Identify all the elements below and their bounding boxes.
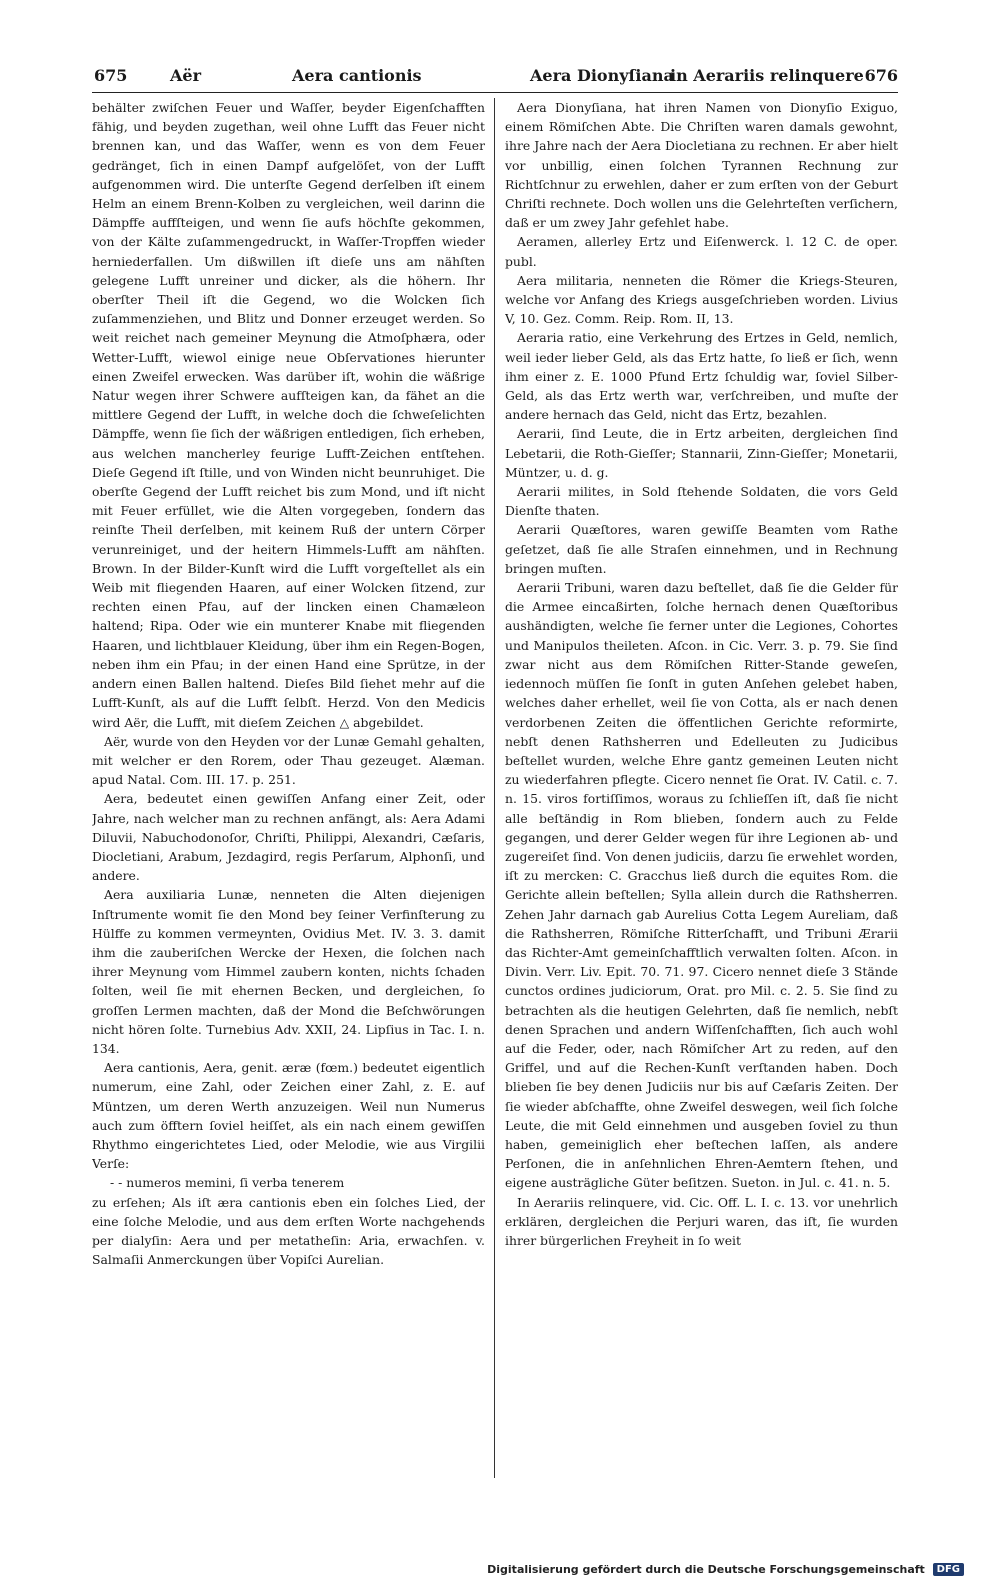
page-number-left: 675 (94, 66, 128, 85)
entry-paragraph: Aera Dionyſiana, hat ihren Namen von Dionyſio Exiguo, einem Römiſchen Abte. Die Chriſten waren damals gewohnt, ihre Jahre nach der Aera Diocletiana zu rechnen. Er aber hielt vor unbillig, einen ſolchen Tyrannen Rechnung zur Richtſchnur zu erwehlen, daher er zum erſten von der Geburt Chriſti rechnete. Doch wollen uns die Gelehrteſten verſichern, daß er um zwey Jahr gefehlet habe. (505, 100, 898, 231)
entry-continuation: zu erſehen; Als iſt æra cantionis eben ein ſolches Lied, der eine ſolche Melodie, und aus dem erſten Worte nachgehends per dialyſin: Aera und per metatheſin: Aria, erwachſen. v. Salmaſii Anmerckungen über Vopiſci Aurelian. (92, 1194, 485, 1268)
catchword-right-1: Aera Dionyſiana (530, 66, 674, 85)
catchword-left-2: Aera cantionis (292, 66, 422, 85)
verse-quote: - - numeros memini, ſi verba tenerem (110, 1175, 345, 1191)
entry-paragraph: Aerarii Quæſtores, waren gewiſſe Beamten vom Rathe geſetzet, daß ſie alle Straſen einnehmen, und in Rechnung bringen muſten. (505, 522, 898, 576)
column-divider (494, 98, 495, 1478)
dfg-logo: DFG (933, 1563, 964, 1576)
entry-paragraph: Aeramen, allerley Ertz und Eiſenwerck. l. 12 C. de oper. publ. (505, 234, 898, 269)
left-column (92, 98, 485, 1482)
credit-text: Digitalisierung gefördert durch die Deutsche Forschungsgemeinschaft (487, 1562, 925, 1576)
entry-paragraph: In Aerariis relinquere, vid. Cic. Off. L. I. c. 13. vor unehrlich erklären, dergleichen die Perjuri waren, das iſt, ſie wurden ihrer bürgerlichen Freyheit in ſo weit (505, 1194, 898, 1248)
catchword-left-1: Aër (170, 66, 202, 85)
entry-paragraph: Aeraria ratio, eine Verkehrung des Ertzes in Geld, nemlich, weil ieder lieber Geld, als das Ertz hatte, ſo ließ er ſich, wenn ihm einer z. E. 1000 Pfund Ertz ſchuldig war, ſoviel Silber-Geld, als das Ertz werth war, verſchreiben, und muſte der andere hernach das Geld, nicht das Ertz, bezahlen. (505, 330, 898, 423)
running-header (92, 62, 898, 92)
catchword-right-2: in Aerariis relinquere (670, 66, 864, 85)
entry-paragraph: Aera, bedeutet einen gewiſſen Anfang einer Zeit, oder Jahre, nach welcher man zu rechnen anfängt, als: Aera Adami Diluvii, Nabuchodonoſor, Chriſti, Philippi, Alexandri, Cæſaris, Diocletiani, Arabum, Jezdagird, regis Perſarum, Alphonſi, und andere. (92, 791, 485, 884)
entry-paragraph: Aerarii Tribuni, waren dazu beſtellet, daß ſie die Gelder für die Armee eincaßirten, ſolche hernach denen Quæſtoribus aushändigten, welche ſie ferner unter die Legiones, Cohortes und Manipulos theileten. Aſcon. in Cic. Verr. 3. p. 79. Sie ſind zwar nicht aus dem Römiſchen Ritter-Stande geweſen, iedennoch müſſen ſie ſonſt in guten Anſehen gelebet haben, welches daher erhellet, weil ſie von Cotta, als er nach denen verdorbenen Zeiten die öffentlichen Gerichte reformirte, nebſt denen Rathsherren und Edelleuten zu Judicibus beſtellet wurden, welche Ehre gantz gemeinen Leuten nicht zu wiederfahren pflegte. Cicero nennet ſie Orat. IV. Catil. c. 7. n. 15. viros fortiſſimos, woraus zu ſchlieſſen iſt, daß ſie nicht alle beſtändig in Rom blieben, ſondern auch zu Felde gegangen, und derer Gelder wegen für ihre Legionen ab- und zugereiſet ſind. Von denen judiciis, darzu ſie erwehlet worden, iſt zu mercken: C. Gracchus ließ durch die equites Rom. die Gerichte allein beſtellen; Sylla allein durch die Rathsherren. Zehen Jahr darnach gab Aurelius Cotta Legem Aureliam, daß die Rathsherren, Römiſche Ritterſchafft, und Tribuni Ærarii das Richter-Amt gemeinſchafftlich verwalten ſolten. Aſcon. in Divin. Verr. Liv. Epit. 70. 71. 97. Cicero nennet dieſe 3 Stände cunctos ordines judiciorum, Orat. pro Mil. c. 2. 5. Sie ſind zu betrachten als die heutigen Gelehrten, daß ſie nemlich, nebſt denen Sprachen und andern Wiſſenſchafften, ſich auch wohl auf die Feder, oder, nach Römiſcher Art zu reden, auf den Griffel, und auf die Rechen-Kunſt verſtanden haben. Doch blieben ſie bey denen Judiciis nur bis auf Cæſaris Zeiten. Der ſie wieder abſchaffte, ohne Zweifel deswegen, weil ſich ſolche Leute, die mit Geld einnehmen und ausgeben ſoviel zu thun haben, gemeiniglich eher beſtechen laſſen, als andere Perſonen, die in anſehnlichen Ehren-Aemtern ſtehen, und eigene austrägliche Güter beſitzen. Sueton. in Jul. c. 41. n. 5. (505, 580, 898, 1191)
right-column (505, 98, 898, 1482)
entry-paragraph: behälter zwiſchen Feuer und Waſſer, beyder Eigenſchafften fähig, und beyden zugethan, weil ohne Lufft das Feuer nicht brennen kan, und das Waſſer, wenn es von dem Feuer gedränget, ſich in einen Dampf aufgelöſet, von der Lufft aufgenommen wird. Die unterſte Gegend derſelben iſt einem Helm an einem Brenn-Kolben zu vergleichen, weil darinn die Dämpffe auffſteigen, und wenn ſie aufs höchſte gekommen, von der Kälte zuſammengedruckt, in Waſſer-Tropffen wieder herniederfallen. Um dißwillen iſt dieſe uns am nähſten gelegene Lufft unreiner und dicker, als die höhern. Ihr oberſter Theil iſt die Gegend, wo die Wolcken ſich zuſammenziehen, und Blitz und Donner erzeuget werden. So weit reichet nach gemeiner Meynung die Atmoſphæra, oder Wetter-Lufft, wiewol einige neue Obſervationes hierunter einen Zweifel erwecken. Was darüber iſt, wohin die wäßrige Natur wegen ihrer Schwere aufſteigen kan, da fähet an die mittlere Gegend der Lufft, in welche doch die ſchweſelichten Dämpffe, wenn ſie ſich der wäßrigen entledigen, ſich erheben, aus welchen mancherley feurige Lufft-Zeichen entſtehen. Dieſe Gegend iſt ſtille, und von Winden nicht beunruhiget. Die oberſte Gegend der Lufft reichet bis zum Mond, und iſt nicht mit Feuer erfüllet, wie die Alten vorgegeben, ſondern das reinſte Theil derſelben, mit keinem Ruß der untern Cörper verunreiniget, und der heitern Himmels-Lufft am nähſten. Brown. In der Bilder-Kunſt wird die Lufft vorgeſtellet als ein Weib mit fliegenden Haaren, auf einer Wolcken ſitzend, zur rechten einen Pfau, auf der lincken einen Chamæleon haltend; Ripa. Oder wie ein munterer Knabe mit fliegenden Haaren, und lichtblauer Kleidung, über ihm ein Regen-Bogen, neben ihm ein Pfau; in der einen Hand eine Sprütze, in der andern einen Ballen haltend. Dieſes Bild ſiehet mehr auf die Lufft-Kunſt, als auf die Lufft ſelbſt. Herzd. Von den Medicis wird Aër, die Lufft, mit dieſem Zeichen △ abgebildet. (92, 100, 485, 730)
dictionary-page (92, 62, 898, 1482)
digitization-credit (487, 1563, 964, 1577)
entry-paragraph: Aera militaria, nenneten die Römer die Kriegs-Steuren, welche vor Anfang des Kriegs ausgeſchrieben worden. Livius V, 10. Gez. Comm. Reip. Rom. II, 13. (505, 272, 898, 327)
header-rule (92, 92, 898, 93)
entry-paragraph: Aerarii, ſind Leute, die in Ertz arbeiten, dergleichen ſind Lebetarii, die Roth-Gieſſer; Stannarii, Zinn-Gieſſer; Monetarii, Müntzer, u. d. g. (505, 426, 898, 480)
entry-paragraph: Aera cantionis, Aera, genit. æræ (fœm.) bedeutet eigentlich numerum, eine Zahl, oder Zeichen einer Zahl, z. E. auf Müntzen, um deren Werth anzuzeigen. Weil nun Numerus auch zum öfftern ſoviel heiſſet, als ein nach einem gewiſſen Rhythmo eingerichtetes Lied, oder Melodie, wie aus Virgilii Verſe: (92, 1060, 485, 1172)
page-number-right: 676 (864, 66, 898, 85)
entry-paragraph: Aerarii milites, in Sold ſtehende Soldaten, die vors Geld Dienſte thaten. (505, 484, 898, 519)
entry-paragraph: Aera auxiliaria Lunæ, nenneten die Alten diejenigen Inſtrumente womit ſie den Mond bey ſeiner Verfinſterung zu Hülffe zu kommen vermeynten, Ovidius Met. IV. 3. 3. damit ihm die zauberiſchen Wercke der Hexen, die ſolchen nach ihrer Meynung vom Himmel zaubern konten, nichts ſchaden ſolten, weil ſie mit ehernen Becken, und dergleichen, ſo groſſen Lermen machten, daß der Mond die Beſchwörungen nicht hören ſolte. Turnebius Adv. XXII, 24. Lipſius in Tac. I. n. 134. (92, 887, 485, 1056)
entry-paragraph: Aër, wurde von den Heyden vor der Lunæ Gemahl gehalten, mit welcher er den Rorem, oder Thau gezeuget. Alæman. apud Natal. Com. III. 17. p. 251. (92, 733, 485, 788)
